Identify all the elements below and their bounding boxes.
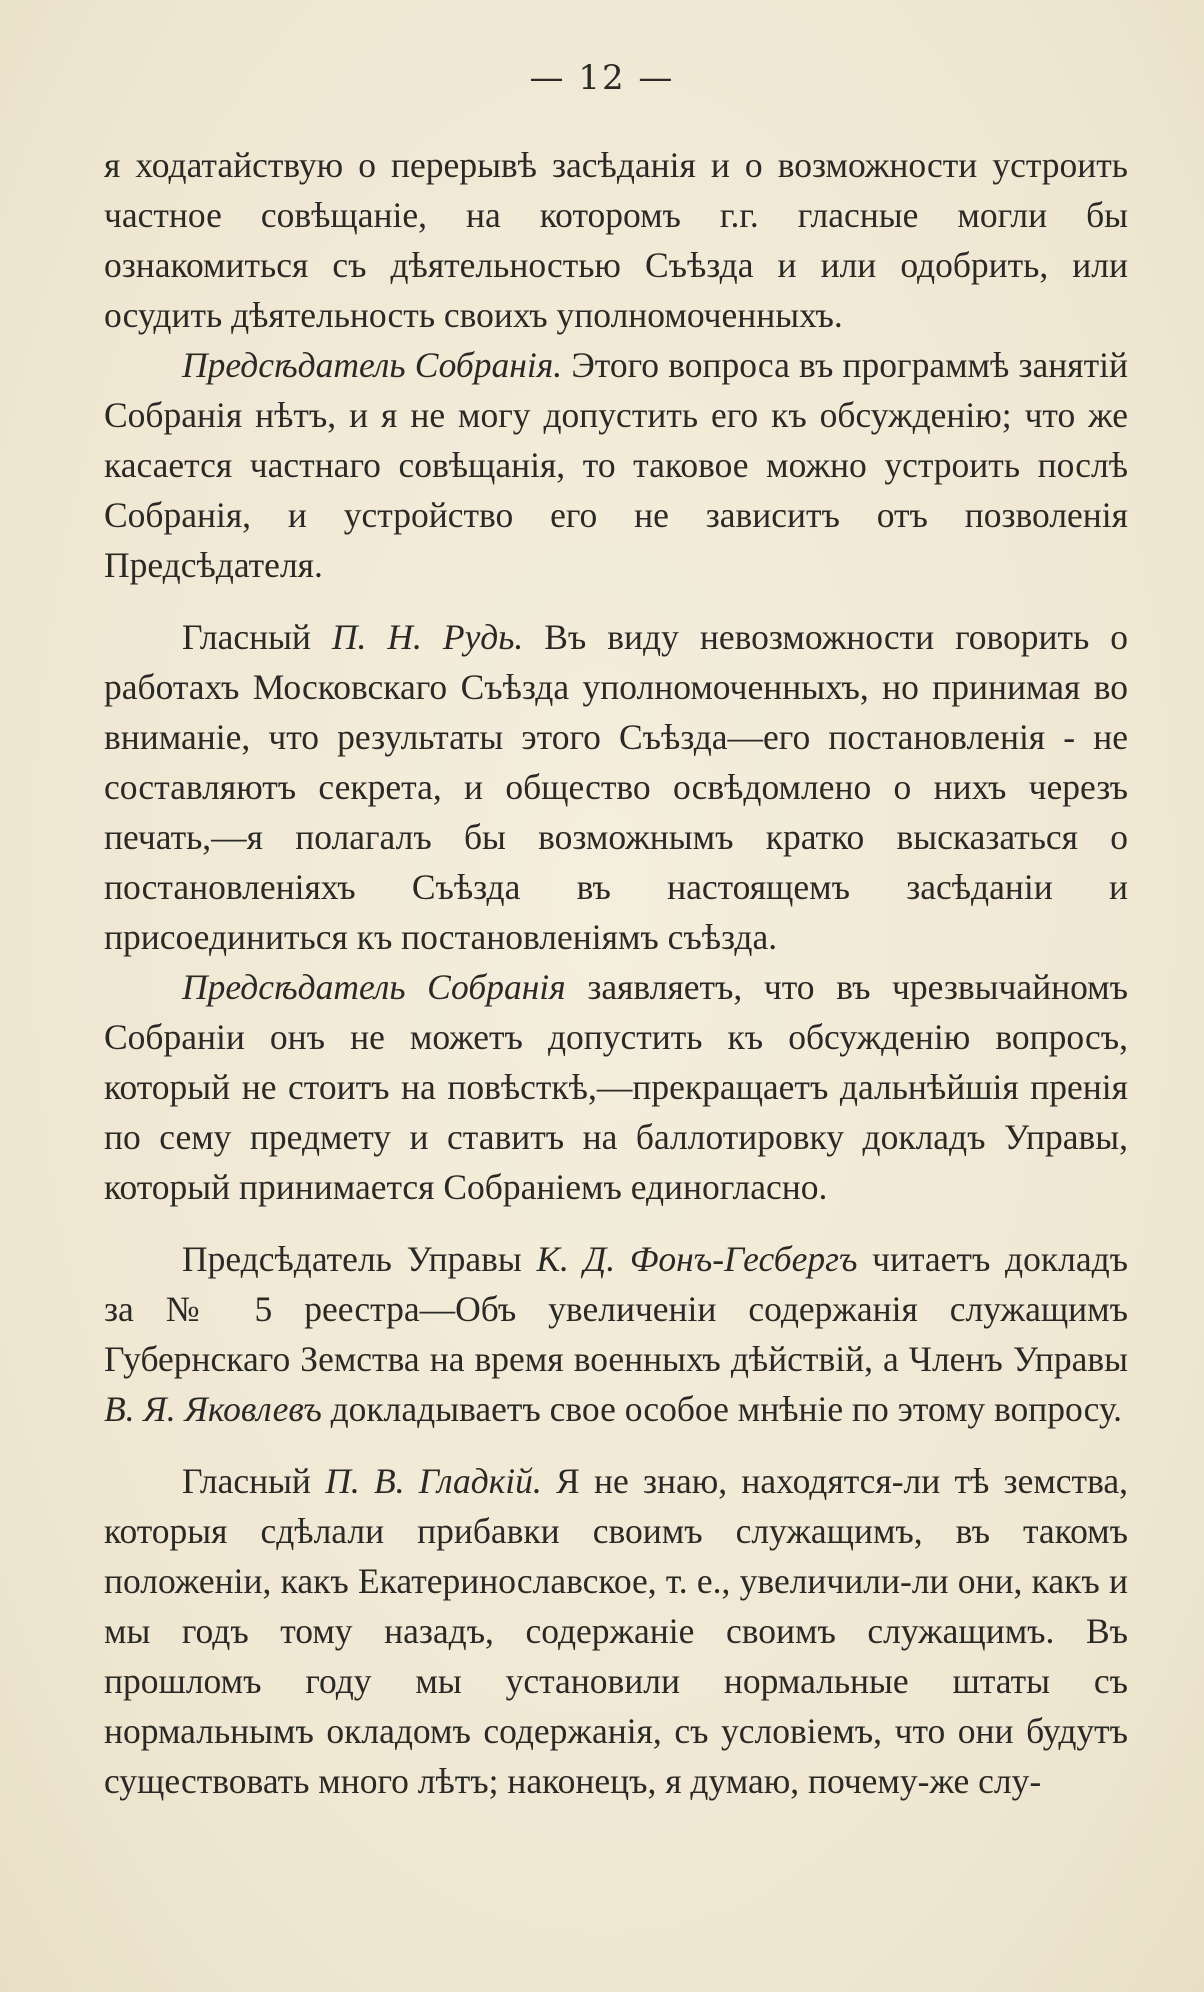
text-segment: Гласный: [182, 1461, 326, 1501]
text-segment: Этого вопроса въ программѣ занятій Собранія нѣтъ, и я не могу допустить его къ обсужденію; что же касается частнаго совѣщанія, то таковое можно устроить послѣ Собранія, и устройство его не зависитъ отъ позволенія Предсѣдателя.: [104, 345, 1128, 585]
speaker-name: К. Д. Фонъ-Гесбергъ: [536, 1239, 858, 1279]
body-text: [104, 140, 1128, 1806]
text-segment: Въ виду невозможности говорить о работахъ Московскаго Съѣзда уполномоченныхъ, но принимая во вниманіе, что результаты этого Съѣзда—его постановленія - не составляютъ секрета, и общество освѣдомлено о нихъ черезъ печать,—я полагалъ бы возможнымъ кратко высказаться о постановленіяхъ Съѣзда въ настоящемъ засѣданіи и присоединиться къ постановленіямъ съѣзда.: [104, 617, 1128, 957]
paragraph-5: [104, 1234, 1128, 1434]
paragraph-1: [104, 140, 1128, 340]
text-segment: я ходатайствую о перерывѣ засѣданія и о возможности устроить частное совѣщаніе, на которомъ г.г. гласные могли бы ознакомиться съ дѣятельностью Съѣзда и или одобрить, или осудить дѣятельность своихъ уполномоченныхъ.: [104, 145, 1128, 335]
speaker-name: П. В. Гладкій.: [325, 1461, 542, 1501]
paragraph-4: [104, 962, 1128, 1212]
speaker-name: Предсѣдатель Собранія.: [182, 345, 563, 385]
text-segment: Гласный: [182, 617, 332, 657]
paragraph-3: [104, 612, 1128, 962]
page-number: — 12 —: [529, 58, 675, 98]
speaker-name: В. Я. Яковлевъ: [104, 1389, 322, 1429]
text-segment: Я не знаю, находятся-ли тѣ земства, которыя сдѣлали прибавки своимъ служащимъ, въ такомъ положеніи, какъ Екатеринославское, т. е., увеличили-ли они, какъ и мы годъ тому назадъ, содержаніе своимъ служащимъ. Въ прошломъ году мы установили нормальные штаты съ нормальнымъ окладомъ содержанія, съ условіемъ, что они будутъ существовать много лѣтъ; наконецъ, я думаю, почему-же слу-: [104, 1461, 1128, 1801]
text-segment: заявляетъ, что въ чрезвычайномъ Собраніи онъ не можетъ допустить къ обсужденію вопросъ, который не стоитъ на повѣсткѣ,—прекращаетъ дальнѣйшія пренія по сему предмету и ставитъ на баллотировку докладъ Управы, который принимается Собраніемъ единогласно.: [104, 967, 1128, 1207]
speaker-name: Предсѣдатель Собранія: [182, 967, 566, 1007]
paragraph-6: [104, 1456, 1128, 1806]
text-segment: Предсѣдатель Управы: [182, 1239, 537, 1279]
text-segment: докладываетъ свое особое мнѣніе по этому вопросу.: [321, 1389, 1123, 1429]
speaker-name: П. Н. Рудь.: [331, 617, 524, 657]
paragraph-2: [104, 340, 1128, 590]
text-segment: читаетъ докладъ за № 5 реестра—Объ увеличеніи содержанія служащимъ Губернскаго Земства на время военныхъ дѣйствій, а Членъ Управы: [104, 1239, 1128, 1379]
